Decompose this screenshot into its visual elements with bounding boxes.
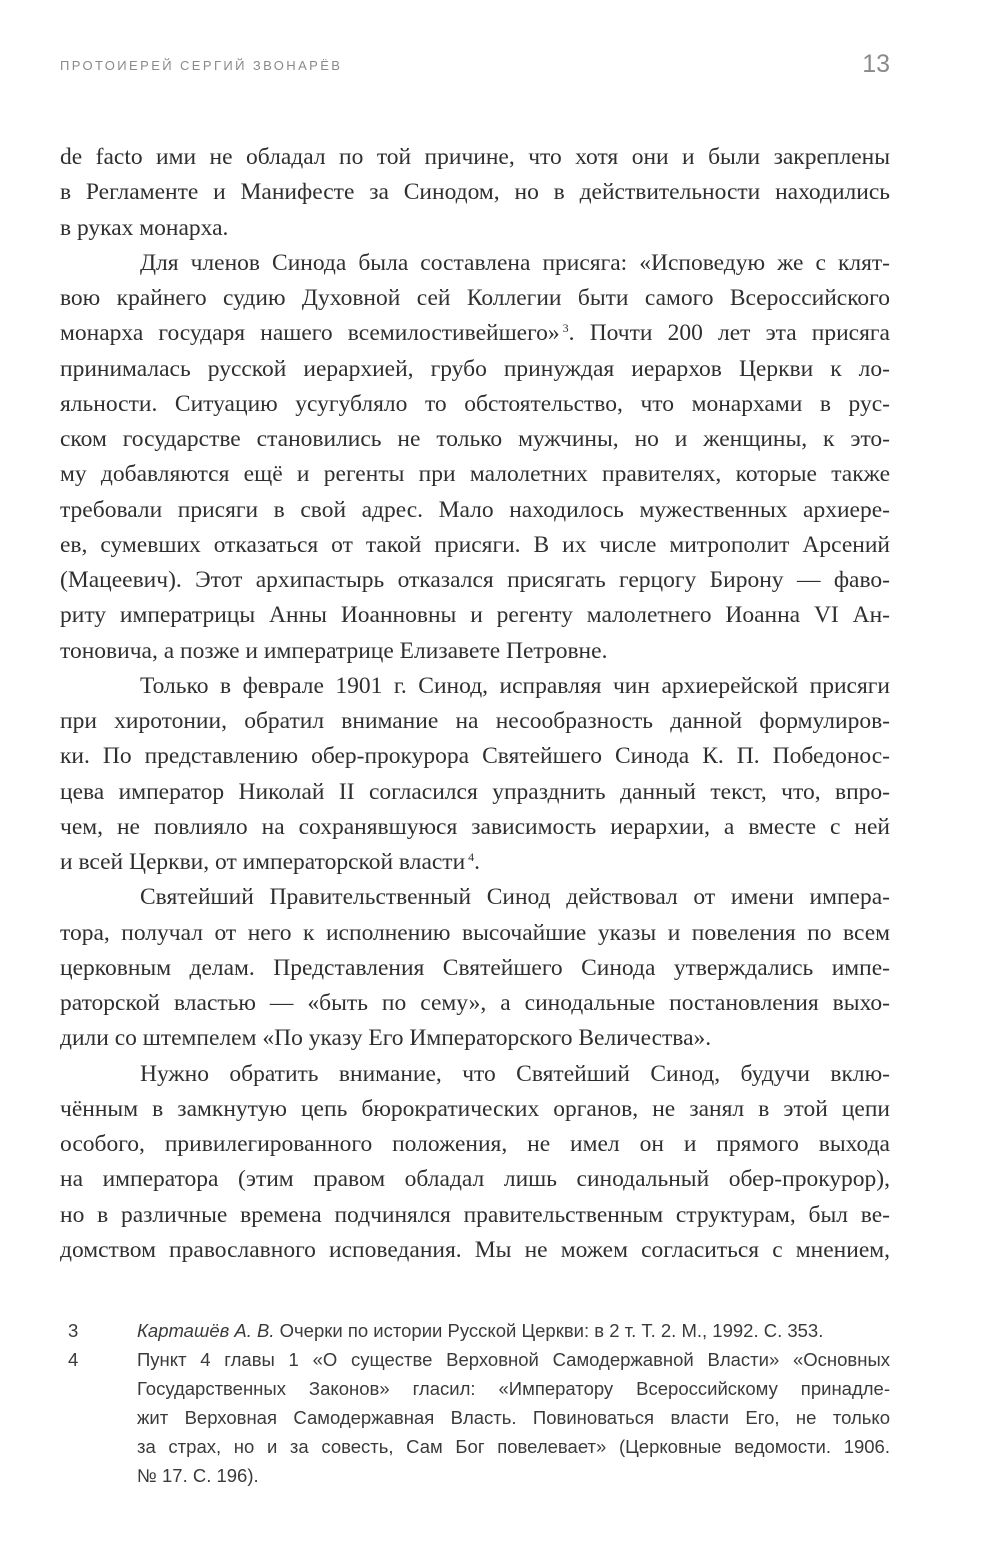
text-line [60,845,890,880]
line-text: цева император Николай II согласился упразднить данный текст, что, впро- [60,778,890,805]
line-text: ки. По представлению обер-прокурора Святейшего Синода К. П. Победонос- [60,743,890,770]
footnote-text: Очерки по истории Русской Церкви: в 2 т. Т. 2. М., 1992. С. 353. [274,1320,824,1341]
line-text: (Мацеевич). Этот архипастырь отказался присягать герцогу Бирону — фаво- [60,567,890,593]
text-line [60,1021,890,1056]
line-text-after: . Почти 200 лет эта присяга [568,320,890,347]
line-text: на императора (этим правом обладал лишь синодальный обер-прокурор), [60,1166,890,1193]
text-line [60,775,890,810]
line-text: de facto ими не обладал по той причине, что хотя они и были закреплены [60,144,890,170]
text-line [60,1162,890,1197]
footnote-line [137,1374,890,1403]
footnotes [60,1316,890,1490]
line-text: риту императрицы Анны Иоанновны и регенту малолетнего Иоанна VI Ан- [60,602,890,629]
footnote-number: 3 [68,1320,79,1341]
footnote-line [137,1403,890,1432]
line-text: му добавляются ещё и регенты при малолетних правителях, которые также [60,461,890,488]
line-text: ском государстве становились не только мужчины, но и женщины, к это- [60,426,890,452]
line-text: церковным делам. Представления Святейшего Синода утверждались импе- [60,954,890,981]
text-line [60,493,890,528]
line-text: чем, не повлияло на сохранявшуюся зависимость иерархии, а вместе с ней [60,813,890,840]
text-line [60,281,890,316]
text-line [60,1057,890,1092]
line-text: в Регламенте и Манифесте за Синодом, но в действительности находились [60,179,890,206]
line-text: при хиротонии, обратил внимание на несообразность данной формулиров- [60,708,890,734]
footnote-line [137,1345,890,1374]
line-text: Нужно обратить внимание, что Святейший Синод, будучи вклю- [140,1060,890,1087]
text-line [60,951,890,986]
line-text: монарха государя нашего всемилостивейшего» [60,320,560,347]
footnote-text: Пункт 4 главы 1 «О существе Верховной Самодержавной Власти» «Основных [137,1349,890,1370]
text-line [60,316,890,351]
line-text: чённым в замкнутую цепь бюрократических органов, не занял в этой цепи [60,1095,890,1122]
footnote-text: жит Верховная Самодержавная Власть. Повиноваться власти Его, не только [137,1407,890,1428]
text-line [60,457,890,492]
line-text: и всей Церкви, от императорской власти [60,849,466,875]
line-text: яльности. Ситуацию усугубляло то обстоятельство, что монархами в рус- [60,390,890,417]
text-line [60,810,890,845]
text-line [60,528,890,563]
text-line [60,1198,890,1233]
line-text: особого, привилегированного положения, не имел он и прямого выхода [60,1131,890,1157]
footnote-author: Карташёв А. В. [137,1320,275,1341]
footnote-number: 4 [68,1349,79,1370]
footnote [60,1316,890,1345]
text-line [60,916,890,951]
running-head: ПРОТОИЕРЕЙ СЕРГИЙ ЗВОНАРЁВ [60,58,343,73]
text-line [60,634,890,669]
footnote-text: Государственных Законов» гласил: «Императору Всероссийскому принадле- [137,1378,890,1399]
text-line [60,880,890,915]
line-text: Только в феврале 1901 г. Синод, исправляя чин архиерейской присяги [140,672,890,699]
text-line [60,704,890,739]
line-text: Для членов Синода была составлена присяга: «Исповедую же с клят- [140,249,890,276]
line-text: тора, получал от него к исполнению высочайшие указы и повеления по всем [60,919,890,946]
page-number: 13 [862,50,890,78]
footnote-line [137,1461,890,1490]
footnote-text: № 17. С. 196). [137,1465,259,1486]
text-line [60,1092,890,1127]
footnote-text: за страх, но и за совесть, Сам Бог повелевает» (Церковные ведомости. 1906. [137,1436,890,1457]
line-text: дили со штемпелем «По указу Его Императорского Величества». [60,1025,712,1052]
text-line [60,140,890,175]
line-text: тоновича, а позже и императрице Елизавете Петровне. [60,637,608,664]
text-line [60,352,890,387]
line-text: Святейший Правительственный Синод действовал от имени импера- [140,884,890,911]
line-text: в руках монарха. [60,214,229,241]
line-text: но в различные времена подчинялся правительственным структурам, был ве- [60,1201,890,1228]
text-line [60,1127,890,1162]
text-line [60,669,890,704]
text-line [60,387,890,422]
text-line [60,211,890,246]
text-line [60,422,890,457]
line-text: принималась русской иерархией, грубо принуждая иерархов Церкви к ло- [60,355,890,382]
line-text: ев, сумевших отказаться от такой присяги. В их числе митрополит Арсений [60,531,890,558]
footnote-line [137,1316,890,1345]
text-line [60,739,890,774]
text-line [60,986,890,1021]
text-line [60,598,890,633]
text-line [60,246,890,281]
text-line [60,175,890,210]
footnote-reference[interactable]: 3 [562,321,569,336]
line-text: домством православного исповедания. Мы не можем согласиться с мнением, [60,1236,890,1263]
text-line [60,563,890,598]
text-line [60,1233,890,1268]
line-text: раторской властью — «быть по сему», а синодальные постановления выхо- [60,990,890,1016]
line-text-after: . [474,849,481,875]
footnote-reference[interactable]: 4 [468,850,475,864]
footnote [60,1345,890,1490]
body-text [60,140,890,1268]
footnote-line [137,1432,890,1461]
line-text: вою крайнего судию Духовной сей Коллегии быти самого Всероссийского [60,285,890,311]
line-text: требовали присяги в свой адрес. Мало находилось мужественных архиере- [60,496,890,523]
